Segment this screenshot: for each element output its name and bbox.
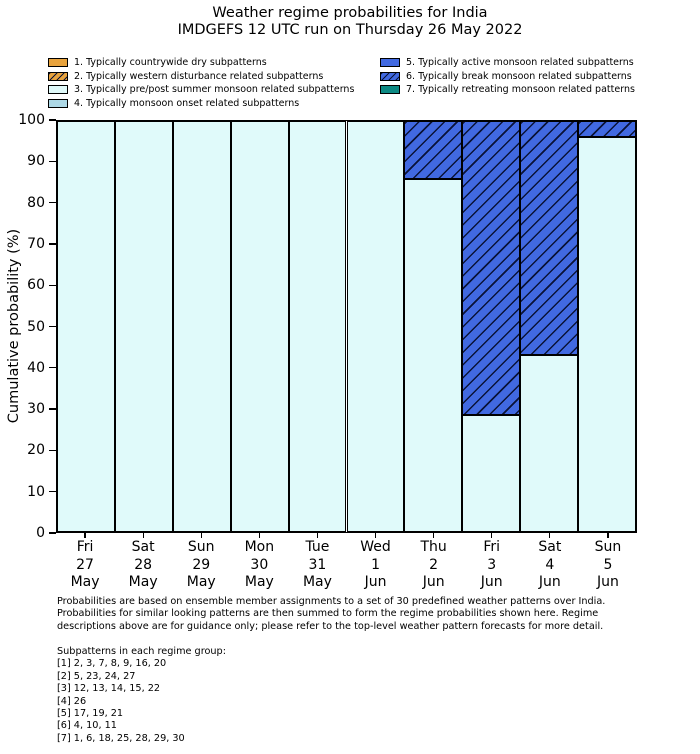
y-tick-mark — [49, 243, 56, 244]
subpatterns-heading: Subpatterns in each regime group: — [57, 646, 226, 657]
x-tick-day: Fri — [76, 539, 94, 555]
x-tick-mark — [549, 533, 550, 538]
subpattern-group: [2] 5, 23, 24, 27 — [57, 670, 136, 682]
x-tick-date: 29 — [192, 556, 211, 573]
y-tick-mark — [49, 202, 56, 203]
x-tick-day: Fri — [483, 539, 501, 555]
footnote — [57, 596, 605, 633]
x-tick-mark — [143, 533, 144, 538]
x-tick-mark — [607, 533, 608, 538]
bar — [347, 121, 405, 532]
bar — [404, 121, 462, 532]
subpattern-group: [7] 1, 6, 18, 25, 28, 29, 30 — [57, 732, 185, 744]
legend-item-label: 1. Typically countrywide dry subpatterns — [74, 57, 267, 68]
legend-item-label: 7. Typically retreating monsoon related patterns — [406, 84, 635, 95]
bar-segment — [578, 121, 636, 137]
bar-segment — [115, 121, 173, 532]
x-tick-day: Wed — [360, 539, 391, 555]
legend-swatch-icon — [48, 58, 68, 67]
subpattern-group: [6] 4, 10, 11 — [57, 720, 117, 732]
legend-item-label: 6. Typically break monsoon related subpatterns — [406, 70, 632, 82]
y-tick-mark — [49, 161, 56, 162]
x-tick-date: 30 — [250, 556, 269, 573]
y-tick-mark — [49, 408, 56, 409]
x-tick-month: Jun — [364, 574, 387, 590]
bar — [578, 121, 636, 532]
x-tick-date: 28 — [134, 556, 153, 573]
bar — [57, 121, 115, 532]
bar-segment — [57, 121, 115, 532]
x-tick-label — [463, 539, 521, 592]
bar-segment — [404, 121, 462, 179]
legend-swatch-icon — [48, 99, 68, 108]
legend-item — [48, 70, 380, 84]
bar — [231, 121, 289, 532]
legend-swatch-icon — [380, 85, 400, 94]
bar-segment — [404, 179, 462, 532]
x-tick-mark — [317, 533, 318, 538]
x-tick-label — [56, 539, 114, 592]
legend-item — [380, 83, 635, 97]
x-tick-date: 3 — [487, 556, 497, 573]
x-tick-mark — [491, 533, 492, 538]
x-tick-day: Sat — [131, 539, 155, 555]
y-tick-mark — [49, 367, 56, 368]
x-tick-label — [288, 539, 346, 592]
x-tick-mark — [84, 533, 85, 538]
legend-swatch-icon — [48, 85, 68, 94]
x-tick-label — [172, 539, 230, 592]
x-tick-label — [230, 539, 288, 592]
subpatterns-list — [57, 658, 226, 745]
y-tick-mark — [49, 491, 56, 492]
y-tick-label: 10 — [27, 483, 45, 500]
plot-area — [56, 120, 637, 533]
y-tick-mark — [49, 450, 56, 451]
bar — [173, 121, 231, 532]
x-tick-month: May — [302, 574, 332, 590]
y-tick-label: 90 — [27, 153, 45, 170]
legend-item — [48, 97, 380, 111]
subpattern-group: [1] 2, 3, 7, 8, 9, 16, 20 — [57, 658, 167, 670]
x-tick-month: May — [244, 574, 274, 590]
subpatterns-block — [57, 646, 226, 745]
x-tick-label — [347, 539, 405, 592]
x-tick-label — [114, 539, 172, 592]
x-tick-day: Mon — [244, 539, 275, 555]
bar — [115, 121, 173, 532]
x-tick-month: Jun — [597, 574, 619, 590]
x-tick-mark — [433, 533, 434, 538]
x-tick-day: Sat — [538, 539, 562, 555]
y-tick-label: 100 — [18, 112, 45, 128]
bar — [289, 121, 347, 532]
x-tick-mark — [201, 533, 202, 538]
legend-swatch-icon — [48, 72, 68, 81]
y-tick-mark — [49, 285, 56, 286]
bar — [520, 121, 578, 532]
bar-segment — [520, 355, 578, 532]
x-tick-date: 4 — [545, 556, 555, 573]
x-tick-date: 5 — [603, 556, 613, 573]
bar-segment — [520, 121, 578, 355]
y-tick-label: 60 — [27, 277, 45, 294]
bar-segment — [231, 121, 289, 532]
y-tick-label: 70 — [27, 235, 45, 252]
chart-subtitle: IMDGEFS 12 UTC run on Thursday 26 May 2022 — [177, 22, 523, 38]
x-tick-label — [521, 539, 579, 592]
bar-segment — [173, 121, 231, 532]
x-tick-month: May — [186, 574, 216, 590]
y-tick-label: 20 — [27, 442, 45, 459]
legend-item — [380, 70, 635, 84]
x-tick-label — [579, 539, 637, 592]
x-tick-mark — [375, 533, 376, 538]
subpattern-group: [5] 17, 19, 21 — [57, 708, 124, 720]
x-tick-month: Jun — [538, 574, 561, 590]
footnote-line: Probabilities for similar looking patterns are then summed to form the regime probabilities shown here. Regime — [57, 608, 599, 620]
y-tick-label: 50 — [27, 318, 45, 335]
x-tick-date: 1 — [371, 556, 380, 573]
bar — [462, 121, 520, 532]
x-tick-date: 27 — [76, 556, 94, 573]
footnote-line: Probabilities are based on ensemble member assignments to a set of 30 predefined weather patterns over India. — [57, 596, 606, 607]
x-tick-date: 31 — [308, 556, 327, 573]
x-tick-date: 2 — [429, 556, 439, 573]
x-tick-month: May — [128, 574, 158, 590]
legend-item-label: 3. Typically pre/post summer monsoon related subpatterns — [74, 84, 355, 95]
y-tick-mark — [49, 326, 56, 327]
chart-legend — [48, 56, 635, 110]
bar-segment — [347, 121, 405, 532]
legend-item — [48, 83, 380, 97]
x-tick-month: Jun — [480, 574, 503, 590]
y-tick-label: 0 — [36, 525, 45, 541]
legend-swatch-icon — [380, 58, 400, 67]
subpattern-group: [3] 12, 13, 14, 15, 22 — [57, 683, 161, 695]
y-tick-mark — [49, 119, 56, 120]
footnote-line: descriptions above are for guidance only; please refer to the top-level weather pattern forecasts for more detail. — [57, 620, 604, 632]
y-tick-label: 80 — [27, 194, 45, 211]
legend-item-label: 2. Typically western disturbance related subpatterns — [74, 70, 324, 82]
legend-item-label: 4. Typically monsoon onset related subpatterns — [74, 97, 300, 109]
y-tick-mark — [49, 532, 56, 533]
x-tick-day: Tue — [305, 539, 330, 555]
x-tick-month: May — [70, 574, 100, 590]
x-tick-label — [405, 539, 463, 592]
legend-item-label: 5. Typically active monsoon related subpatterns — [406, 57, 634, 68]
y-tick-label: 40 — [27, 359, 45, 376]
chart-title: Weather regime probabilities for India — [212, 5, 488, 21]
y-tick-label: 30 — [27, 401, 45, 418]
x-tick-day: Sun — [187, 539, 215, 555]
bar-segment — [289, 121, 347, 532]
bar-segment — [578, 137, 636, 532]
y-axis-label: Cumulative probability (%) — [6, 228, 22, 424]
subpattern-group: [4] 26 — [57, 695, 87, 707]
x-tick-month: Jun — [422, 574, 445, 590]
bar-segment — [462, 415, 520, 532]
legend-swatch-icon — [380, 72, 400, 81]
legend-item — [48, 56, 380, 70]
x-tick-mark — [259, 533, 260, 538]
x-tick-day: Thu — [420, 539, 447, 555]
x-tick-day: Sun — [594, 539, 622, 555]
legend-item — [380, 56, 635, 70]
bar-segment — [462, 121, 520, 415]
